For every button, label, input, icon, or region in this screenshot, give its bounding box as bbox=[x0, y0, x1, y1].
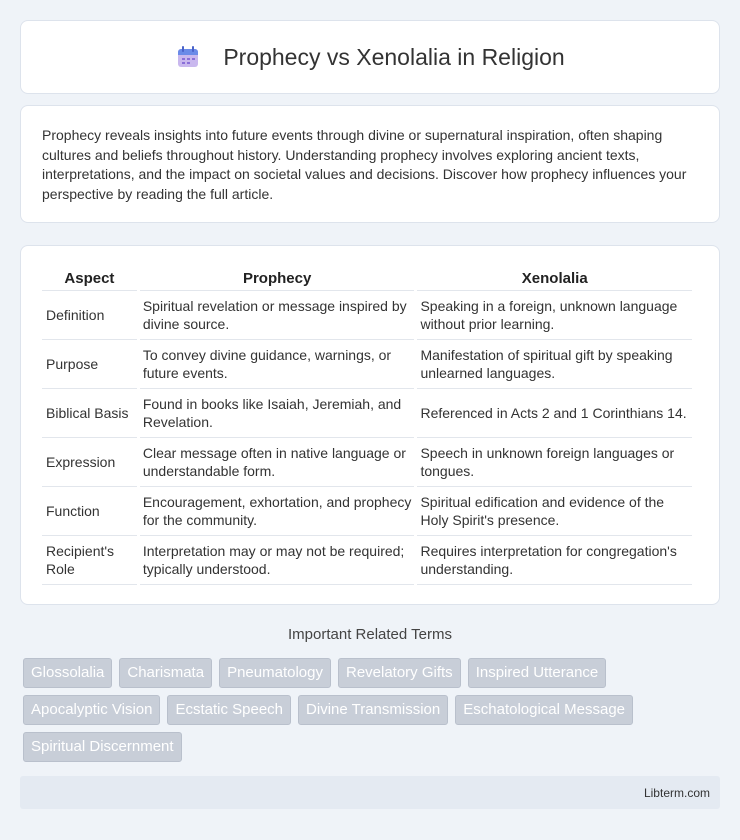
footer-site-link[interactable]: Libterm.com bbox=[643, 786, 710, 800]
cell-prophecy: Encouragement, exhortation, and prophecy for the community. bbox=[140, 487, 415, 536]
tag-pneumatology[interactable]: Pneumatology bbox=[219, 658, 331, 688]
tag-inspired-utterance[interactable]: Inspired Utterance bbox=[468, 658, 607, 688]
related-tags bbox=[23, 658, 723, 762]
intro-text: Prophecy reveals insights into future events through divine or supernatural inspiration, often shaping cultures and beliefs throughout history. Understanding prophecy involves exploring ancient texts, interpretations, and the impact on societal values and decisions. Discover how prophecy influences your perspective by reading the full article. bbox=[42, 127, 687, 202]
cell-prophecy: Spiritual revelation or message inspired by divine source. bbox=[140, 291, 415, 340]
cell-xenolalia: Speaking in a foreign, unknown language without prior learning. bbox=[417, 291, 692, 340]
cell-xenolalia: Speech in unknown foreign languages or tongues. bbox=[417, 438, 692, 487]
tag-ecstatic-speech[interactable]: Ecstatic Speech bbox=[167, 695, 291, 725]
tag-revelatory-gifts[interactable]: Revelatory Gifts bbox=[338, 658, 461, 688]
tag-divine-transmission[interactable]: Divine Transmission bbox=[298, 695, 448, 725]
cell-aspect: Definition bbox=[42, 291, 137, 340]
table-row bbox=[42, 389, 692, 438]
cell-aspect: Function bbox=[42, 487, 137, 536]
cell-aspect: Recipient's Role bbox=[42, 536, 137, 585]
header-xenolalia: Xenolalia bbox=[417, 266, 692, 291]
tag-spiritual-discernment[interactable]: Spiritual Discernment bbox=[23, 732, 182, 762]
footer bbox=[20, 776, 720, 809]
page-title: Prophecy vs Xenolalia in Religion bbox=[223, 43, 565, 70]
tag-charismata[interactable]: Charismata bbox=[119, 658, 212, 688]
cell-aspect: Biblical Basis bbox=[42, 389, 137, 438]
table-row bbox=[42, 291, 692, 340]
header-prophecy: Prophecy bbox=[140, 266, 415, 291]
tag-glossolalia[interactable]: Glossolalia bbox=[23, 658, 112, 688]
comparison-card bbox=[20, 245, 720, 605]
title-wrap bbox=[175, 44, 564, 71]
cell-xenolalia: Requires interpretation for congregation's understanding. bbox=[417, 536, 692, 585]
cell-prophecy: Interpretation may or may not be required; typically understood. bbox=[140, 536, 415, 585]
intro-card bbox=[20, 105, 720, 223]
table-row bbox=[42, 536, 692, 585]
cell-aspect: Expression bbox=[42, 438, 137, 487]
table-row bbox=[42, 438, 692, 487]
table-header-row bbox=[42, 266, 692, 291]
calendar-icon bbox=[175, 44, 201, 70]
cell-prophecy: Clear message often in native language or understandable form. bbox=[140, 438, 415, 487]
cell-xenolalia: Manifestation of spiritual gift by speaking unlearned languages. bbox=[417, 340, 692, 389]
header-aspect: Aspect bbox=[42, 266, 137, 291]
tag-apocalyptic-vision[interactable]: Apocalyptic Vision bbox=[23, 695, 160, 725]
cell-prophecy: Found in books like Isaiah, Jeremiah, and Revelation. bbox=[140, 389, 415, 438]
cell-xenolalia: Spiritual edification and evidence of the Holy Spirit's presence. bbox=[417, 487, 692, 536]
cell-aspect: Purpose bbox=[42, 340, 137, 389]
related-terms-title: Important Related Terms bbox=[288, 626, 452, 643]
header-card bbox=[20, 20, 720, 94]
table-row bbox=[42, 487, 692, 536]
table-row bbox=[42, 340, 692, 389]
comparison-table bbox=[39, 266, 695, 585]
cell-xenolalia: Referenced in Acts 2 and 1 Corinthians 14. bbox=[417, 389, 692, 438]
cell-prophecy: To convey divine guidance, warnings, or future events. bbox=[140, 340, 415, 389]
tag-eschatological-message[interactable]: Eschatological Message bbox=[455, 695, 633, 725]
